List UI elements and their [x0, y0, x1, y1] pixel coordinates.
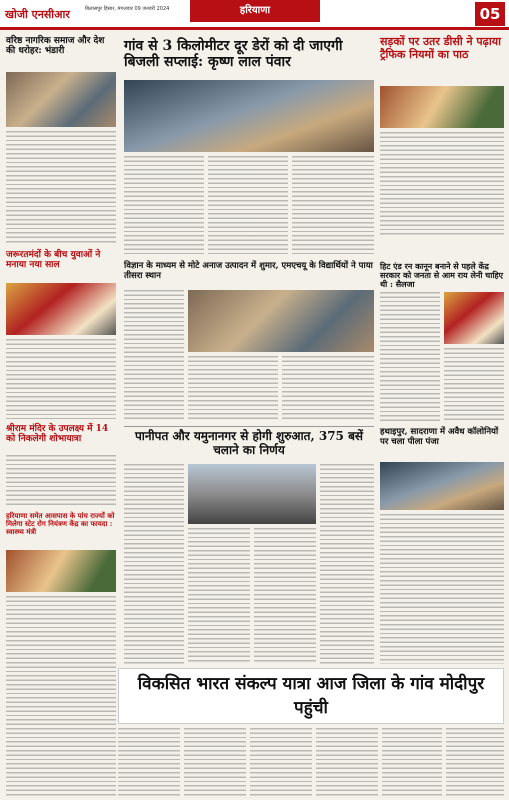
banner-body-col3: [250, 728, 312, 796]
science-body-col1: [124, 290, 184, 420]
date-line: बिलासपुर हिसार, मंगलवार 09 जनवरी 2024: [85, 6, 170, 12]
bus-headline: पानीपत और यमुनानगर से होगी शुरुआत, 375 बसें चलाने का निर्णय: [134, 429, 364, 457]
newyear-body: [6, 339, 116, 419]
shobhayatra-headline: श्रीराम मंदिर के उपलक्ष्य में 14 को निकलेगी शोभायात्रा: [6, 424, 109, 445]
heritage-body: [6, 131, 116, 243]
science-body-col2: [188, 356, 278, 420]
lead-headline: गांव से 3 किलोमीटर दूर डेरों को दी जाएगी बिजली सप्लाई: कृष्ण लाल पंवार: [124, 38, 343, 71]
encroach-body: [380, 514, 504, 664]
banner-body-col1: [118, 728, 180, 796]
bus-photo: [188, 464, 316, 524]
heritage-photo: [6, 72, 116, 127]
encroach-photo: [380, 462, 504, 510]
banner-body-col2: [184, 728, 246, 796]
hitandrun-headline: हिट एंड रन कानून बनाने से पहले केंद्र सरकार को जनता से आम राय लेनी चाहिए थी : सैलजा: [380, 261, 504, 290]
newspaper-logo: [5, 3, 70, 22]
bus-divider: [124, 426, 374, 427]
banner-body-col5: [382, 728, 442, 796]
health-body: [6, 596, 116, 796]
masthead: [0, 0, 509, 30]
logo-text: खोजी एनसीआर: [5, 8, 70, 21]
hitandrun-body-col1: [380, 292, 440, 422]
encroach-headline: हथाइपुर, सादराणा में अवैध कॉलोनियों पर चला पीला पंजा: [380, 427, 499, 447]
banner-body-col4: [316, 728, 378, 796]
newyear-headline: जरूरतमंदों के बीच युवाओं ने मनाया नया साल: [6, 250, 101, 271]
shobhayatra-body: [6, 455, 116, 507]
traffic-headline: सड़कों पर उतर डीसी ने पढ़ाया ट्रैफिक नियमों का पाठ: [380, 35, 501, 61]
bus-body-col4: [320, 464, 374, 664]
banner-box: [118, 668, 504, 724]
hitandrun-body-col2: [444, 348, 504, 422]
bus-body-col2: [188, 528, 250, 664]
science-photo: [188, 290, 374, 352]
health-headline: हरियाणा समेत आसपास के पांच राज्यों को मिलेगा स्टेट रोग नियंत्रण केंद्र का फायदा : स्वास्थ्य मंत्री: [6, 511, 115, 537]
section-tab: हरियाणा: [190, 0, 320, 22]
hitandrun-photo: [444, 292, 504, 344]
bus-body-col3: [254, 528, 316, 664]
lead-body-col1: [124, 156, 204, 256]
newyear-photo: [6, 283, 116, 335]
traffic-photo: [380, 86, 504, 128]
banner-body-col6: [446, 728, 504, 796]
lead-body-col2: [208, 156, 288, 256]
lead-photo: [124, 80, 374, 152]
page-number: 05: [475, 2, 505, 26]
science-body-col3: [282, 356, 374, 420]
traffic-body: [380, 132, 504, 237]
bus-body-col1: [124, 464, 184, 664]
science-headline: विज्ञान के माध्यम से मोटे अनाज उत्पादन में शुमार, एमएचयू के विद्यार्थियों ने पाया तीसरा स्थान: [124, 261, 373, 281]
health-photo: [6, 550, 116, 592]
lead-body-col3: [292, 156, 374, 256]
banner-headline: विकसित भारत संकल्प यात्रा आज जिला के गांव मोदीपुर पहुंची: [137, 674, 485, 718]
heritage-headline: वरिष्ठ नागरिक समाज और देश की धरोहर: भंडारी: [6, 36, 105, 57]
